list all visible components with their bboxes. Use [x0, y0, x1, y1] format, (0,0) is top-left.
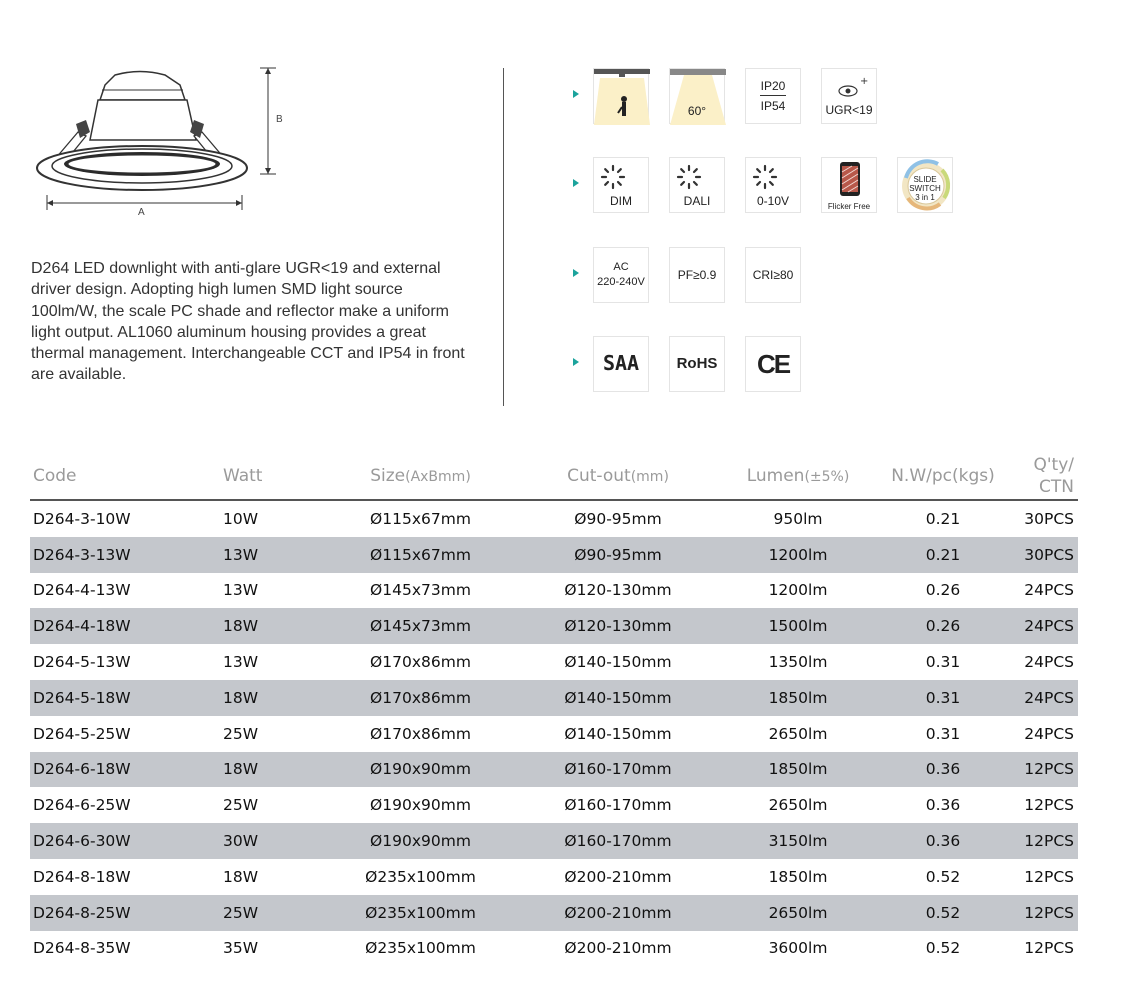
saa-logo — [593, 336, 649, 392]
switch-label: SWITCH — [909, 184, 941, 193]
slide-label: SLIDE — [913, 175, 937, 184]
cell-qty: 12PCS — [1018, 752, 1078, 788]
table-row — [30, 931, 1078, 967]
cell-lumen: 1850lm — [728, 752, 868, 788]
cri-icon — [745, 247, 801, 303]
cell-lumen: 2650lm — [728, 895, 868, 931]
cell-qty: 12PCS — [1018, 823, 1078, 859]
cell-cutout: Ø200-210mm — [564, 867, 672, 886]
cell-lumen: 1200lm — [728, 537, 868, 573]
cell-watt: 10W — [223, 509, 259, 528]
product-drawing — [20, 60, 300, 230]
ce-logo — [745, 336, 801, 392]
header-size — [333, 452, 508, 500]
header-watt: Watt — [193, 452, 333, 500]
table-row — [30, 573, 1078, 609]
cell-code: D264-3-13W — [30, 537, 193, 573]
ce-label: CE — [756, 349, 790, 379]
cell-size: Ø170x86mm — [333, 680, 508, 716]
cell-net-weight: 0.36 — [925, 796, 961, 815]
spinner-icon — [750, 162, 780, 192]
cell-qty: 24PCS — [1024, 581, 1074, 600]
cell-net-weight: 0.36 — [868, 823, 1018, 859]
cell-watt: 25W — [193, 895, 333, 931]
dali-icon — [669, 157, 725, 213]
header-lumen-label: Lumen — [746, 465, 805, 486]
cell-cutout: Ø160-170mm — [508, 823, 728, 859]
header-cutout-unit: (mm) — [630, 468, 669, 485]
header-cutout-label: Cut-out — [567, 465, 631, 486]
cell-net-weight: 0.52 — [925, 867, 961, 886]
cell-qty: 30PCS — [1024, 509, 1074, 528]
table-row — [30, 895, 1078, 931]
cell-net-weight: 0.31 — [925, 724, 961, 743]
svg-text:+: + — [860, 76, 869, 87]
cell-code: D264-6-30W — [30, 823, 193, 859]
spec-table — [30, 452, 1078, 966]
cell-watt: 18W — [193, 752, 333, 788]
beam-angle-label: 60° — [687, 104, 707, 118]
table-row — [30, 752, 1078, 788]
cell-watt: 18W — [223, 867, 259, 886]
cell-lumen: 3150lm — [728, 823, 868, 859]
ip54-label: IP54 — [760, 99, 786, 113]
spec-table-body — [30, 500, 1078, 966]
flicker-free-label: Flicker Free — [827, 202, 871, 211]
cell-cutout: Ø200-210mm — [508, 895, 728, 931]
downlight-drawing-svg — [20, 60, 300, 230]
header-net-weight: N.W/pc(kgs) — [868, 452, 1018, 500]
cell-cutout: Ø160-170mm — [564, 796, 672, 815]
cell-qty: 24PCS — [1018, 608, 1078, 644]
cell-lumen: 2650lm — [768, 796, 828, 815]
table-header-row — [30, 452, 1078, 500]
header-qty-line2: CTN — [1039, 476, 1074, 497]
header-cutout — [508, 452, 728, 500]
cell-qty: 12PCS — [1018, 895, 1078, 931]
ugr-label: UGR<19 — [825, 103, 873, 117]
cell-lumen: 1850lm — [728, 680, 868, 716]
power-factor-icon — [669, 247, 725, 303]
ac-voltage-icon — [593, 247, 649, 303]
cell-lumen: 1200lm — [768, 581, 828, 600]
cell-net-weight: 0.31 — [868, 680, 1018, 716]
cell-code: D264-5-25W — [33, 724, 131, 743]
0-10v-label: 0-10V — [756, 194, 790, 208]
table-row — [30, 859, 1078, 895]
cell-qty: 12PCS — [1024, 939, 1074, 958]
cell-watt: 30W — [193, 823, 333, 859]
spinner-icon — [598, 162, 628, 192]
cell-code: D264-4-13W — [33, 581, 131, 600]
rohs-label: RoHS — [676, 355, 718, 372]
cell-cutout: Ø140-150mm — [508, 680, 728, 716]
table-row — [30, 823, 1078, 859]
cell-net-weight: 0.36 — [868, 752, 1018, 788]
cell-qty: 24PCS — [1018, 680, 1078, 716]
spinner-icon — [674, 162, 704, 192]
header-lumen-unit: (±5%) — [804, 468, 850, 485]
ip20-label: IP20 — [760, 79, 786, 93]
cell-code: D264-5-13W — [33, 653, 131, 672]
cell-qty: 12PCS — [1024, 796, 1074, 815]
cell-size: Ø235x100mm — [365, 867, 476, 886]
pf-label: PF≥0.9 — [677, 268, 717, 282]
voltage-label: 220-240V — [597, 276, 645, 288]
cell-qty: 30PCS — [1018, 537, 1078, 573]
cell-code: D264-6-25W — [33, 796, 131, 815]
header-lumen — [728, 452, 868, 500]
cell-code: D264-5-18W — [30, 680, 193, 716]
beam-angle-icon — [669, 68, 725, 124]
cell-size: Ø115x67mm — [370, 509, 471, 528]
cell-qty: 12PCS — [1024, 867, 1074, 886]
cell-code: D264-8-18W — [33, 867, 131, 886]
ugr-icon — [821, 68, 877, 124]
table-row — [30, 787, 1078, 823]
dim-icon — [593, 157, 649, 213]
cell-code: D264-8-35W — [33, 939, 131, 958]
cell-cutout: Ø140-150mm — [564, 653, 672, 672]
cell-net-weight: 0.31 — [925, 653, 961, 672]
vertical-divider — [503, 68, 504, 406]
table-row — [30, 500, 1078, 537]
cri-label: CRI≥80 — [752, 268, 794, 282]
bullet-arrow-icon — [573, 269, 579, 277]
saa-label: SAA — [602, 351, 640, 375]
cell-cutout: Ø90-95mm — [508, 537, 728, 573]
cell-size: Ø145x73mm — [333, 608, 508, 644]
cell-watt: 18W — [193, 680, 333, 716]
cell-qty: 24PCS — [1024, 724, 1074, 743]
cell-net-weight: 0.52 — [925, 939, 961, 958]
cell-code: D264-6-18W — [30, 752, 193, 788]
cell-lumen: 3600lm — [768, 939, 828, 958]
ac-label: AC — [613, 261, 629, 273]
cell-lumen: 1500lm — [728, 608, 868, 644]
3in1-label: 3 in 1 — [915, 193, 935, 202]
bullet-arrow-icon — [573, 179, 579, 187]
flicker-free-icon — [821, 157, 877, 213]
cell-cutout: Ø90-95mm — [574, 509, 662, 528]
cell-net-weight: 0.52 — [868, 895, 1018, 931]
bullet-arrow-icon — [573, 358, 579, 366]
cell-lumen: 950lm — [773, 509, 823, 528]
cell-watt: 18W — [193, 608, 333, 644]
cell-lumen: 1350lm — [768, 653, 828, 672]
cell-watt: 13W — [193, 537, 333, 573]
cell-lumen: 1850lm — [768, 867, 828, 886]
dimension-b-label: B — [276, 114, 283, 125]
cell-size: Ø235x100mm — [333, 895, 508, 931]
cell-lumen: 2650lm — [768, 724, 828, 743]
cell-qty: 24PCS — [1024, 653, 1074, 672]
cell-size: Ø190x90mm — [370, 796, 471, 815]
cell-net-weight: 0.26 — [925, 581, 961, 600]
slide-switch-icon — [897, 157, 953, 213]
eye-icon — [822, 73, 878, 103]
cell-code: D264-8-25W — [30, 895, 193, 931]
table-row — [30, 644, 1078, 680]
cell-watt: 13W — [223, 581, 259, 600]
cell-net-weight: 0.26 — [868, 608, 1018, 644]
cell-cutout: Ø120-130mm — [508, 608, 728, 644]
product-description: D264 LED downlight with anti-glare UGR<19 and external driver design. Adopting high lumen SMD light source 100lm/W, the scale PC shade and reflector make a uniform light output. AL1060 aluminum housing provides a great thermal management. Interchangeable CCT and IP54 in front are available. — [31, 260, 465, 384]
cell-size: Ø145x73mm — [370, 581, 471, 600]
cell-code: D264-3-10W — [33, 509, 131, 528]
table-row — [30, 608, 1078, 644]
rohs-logo — [669, 336, 725, 392]
header-qty-line1: Q'ty/ — [1033, 454, 1074, 475]
dim-label: DIM — [610, 194, 632, 208]
recessed-install-icon — [593, 68, 649, 124]
cell-size: Ø190x90mm — [333, 823, 508, 859]
cell-cutout: Ø140-150mm — [564, 724, 672, 743]
cell-size: Ø115x67mm — [333, 537, 508, 573]
cell-watt: 13W — [223, 653, 259, 672]
cell-code: D264-4-18W — [30, 608, 193, 644]
cell-net-weight: 0.21 — [925, 509, 961, 528]
table-row — [30, 716, 1078, 752]
bullet-arrow-icon — [573, 90, 579, 98]
cell-size: Ø235x100mm — [365, 939, 476, 958]
0-10v-icon — [745, 157, 801, 213]
ip-rating-icon — [745, 68, 801, 124]
cell-watt: 35W — [223, 939, 259, 958]
table-row — [30, 537, 1078, 573]
cell-size: Ø170x86mm — [370, 653, 471, 672]
header-size-unit: (AxBmm) — [405, 468, 471, 485]
cell-cutout: Ø120-130mm — [564, 581, 672, 600]
header-size-label: Size — [370, 465, 406, 486]
phone-icon — [822, 160, 878, 200]
dali-label: DALI — [683, 194, 711, 208]
header-code: Code — [30, 452, 193, 500]
dimension-a-label: A — [138, 207, 145, 218]
cell-net-weight: 0.21 — [868, 537, 1018, 573]
cell-size: Ø170x86mm — [370, 724, 471, 743]
cell-cutout: Ø200-210mm — [564, 939, 672, 958]
cell-cutout: Ø160-170mm — [508, 752, 728, 788]
cell-watt: 25W — [223, 724, 259, 743]
header-qty — [1018, 452, 1078, 500]
table-row — [30, 680, 1078, 716]
cell-size: Ø190x90mm — [333, 752, 508, 788]
cell-watt: 25W — [223, 796, 259, 815]
